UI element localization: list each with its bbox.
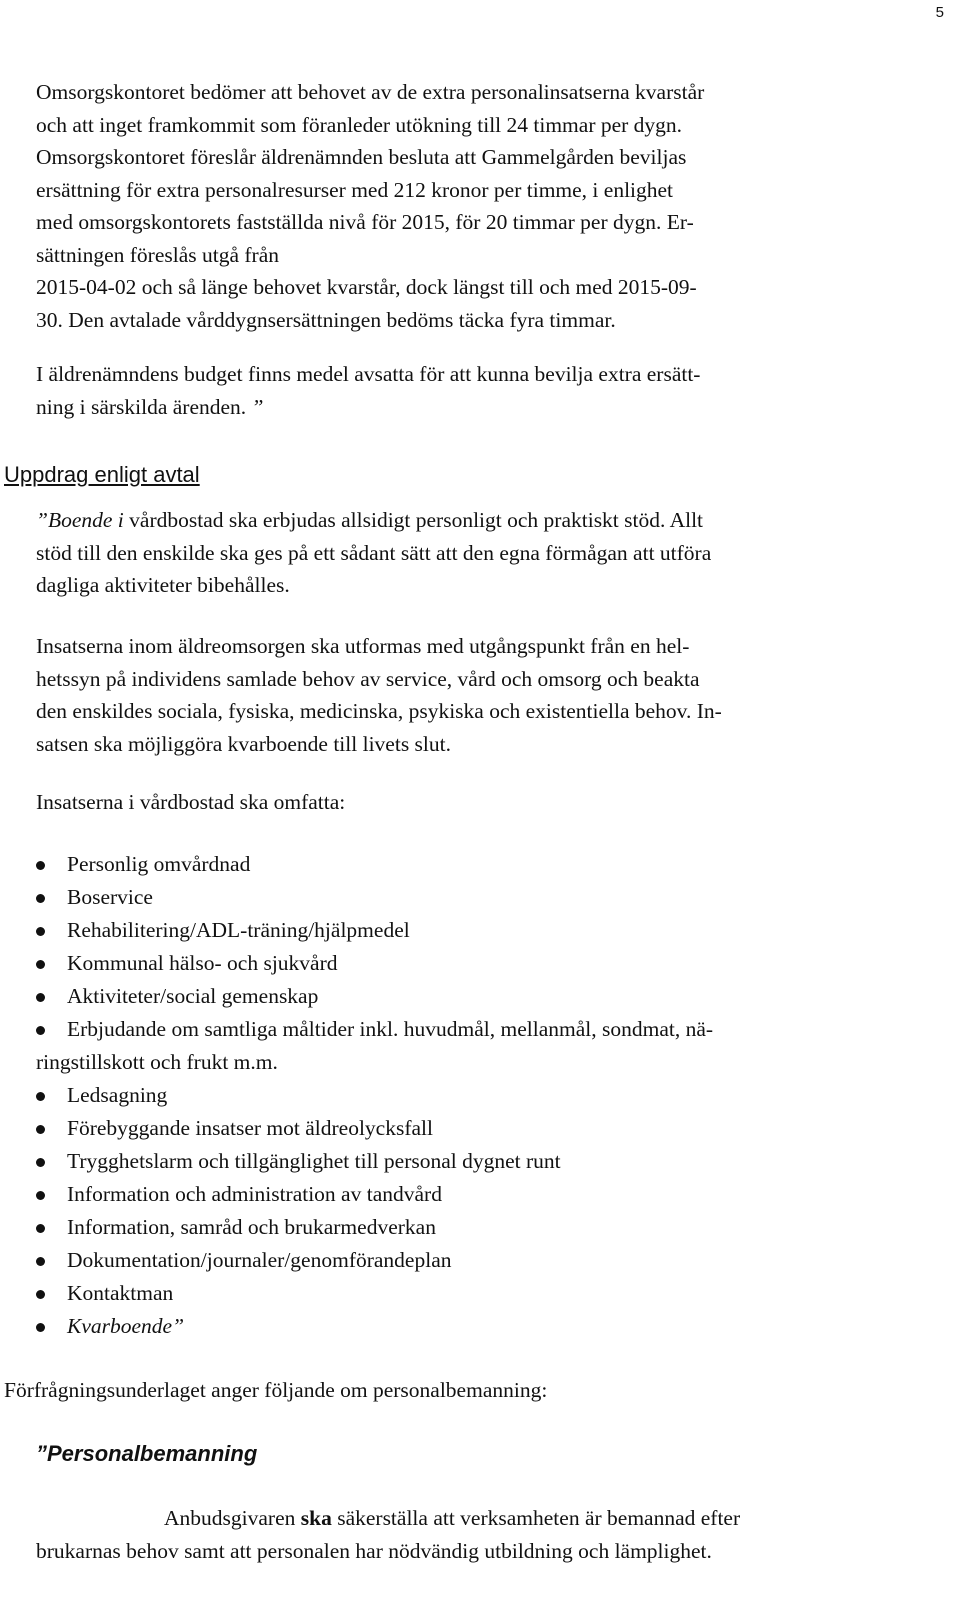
text-line: ”Boende i vårdbostad ska erbjudas allsidigt personligt och praktiskt stöd. Allt (36, 508, 704, 532)
text-line: den enskildes sociala, fysiska, medicinska, psykiska och existentiella behov. In- (36, 699, 722, 723)
list-item: Dokumentation/journaler/genomförandeplan (36, 1244, 936, 1277)
bullet-icon (36, 927, 45, 936)
paragraph-boende (36, 504, 926, 602)
list-item: Trygghetslarm och tillgänglighet till personal dygnet runt (36, 1145, 936, 1178)
bullet-icon (36, 1290, 45, 1299)
text-line: Förfrågningsunderlaget anger följande om personalbemanning: (4, 1378, 548, 1402)
text-line: Anbudsgivaren ska säkerställa att verksamheten är bemannad efter (164, 1506, 741, 1530)
list-item: Information och administration av tandvård (36, 1178, 936, 1211)
list-item: Aktiviteter/social gemenskap (36, 980, 936, 1013)
text-line: 2015-04-02 och så länge behovet kvarstår, dock längst till och med 2015-09- (36, 275, 697, 299)
text-line: Omsorgskontoret bedömer att behovet av de extra personalinsatserna kvarstår (36, 80, 705, 104)
list-item: Kvarboende” (36, 1310, 936, 1343)
paragraph-omfatta (36, 786, 926, 819)
list-item: Erbjudande om samtliga måltider inkl. huvudmål, mellanmål, sondmat, nä- ringstillskott och frukt m.m. (36, 1013, 936, 1079)
text-line: Omsorgskontoret föreslår äldrenämnden besluta att Gammelgården beviljas (36, 145, 687, 169)
text-line: med omsorgskontorets fastställda nivå för 2015, för 20 timmar per dygn. Er- (36, 210, 694, 234)
list-item: Kontaktman (36, 1277, 936, 1310)
list-item: Kommunal hälso- och sjukvård (36, 947, 936, 980)
paragraph-anbudsgivaren (36, 1502, 926, 1567)
text-line: dagliga aktiviteter bibehålles. (36, 573, 290, 597)
text-line: ning i särskilda ärenden. ” (36, 394, 264, 419)
text-line: satsen ska möjliggöra kvarboende till livets slut. (36, 731, 451, 756)
paragraph-forfragning (4, 1374, 894, 1407)
paragraph-insatserna (36, 630, 926, 760)
text-line: sättningen föreslås utgå från (36, 242, 279, 267)
bullet-icon (36, 1026, 45, 1035)
subheading-personalbemanning: ”Personalbemanning (36, 1441, 258, 1466)
list-item: Rehabilitering/ADL-träning/hjälpmedel (36, 914, 936, 947)
text-line: hetssyn på individens samlade behov av service, vård och omsorg och beakta (36, 666, 700, 691)
text-line: 30. Den avtalade vårddygnsersättningen bedöms täcka fyra timmar. (36, 307, 616, 332)
paragraph-decision (36, 76, 926, 336)
bullet-icon (36, 894, 45, 903)
list-item: Förebyggande insatser mot äldreolycksfall (36, 1112, 936, 1145)
list-item: Boservice (36, 881, 936, 914)
bullet-icon (36, 1257, 45, 1266)
bullet-icon (36, 1323, 45, 1332)
bullet-icon (36, 1224, 45, 1233)
text-line: ersättning för extra personalresurser med 212 kronor per timme, i enlighet (36, 177, 674, 202)
bullet-icon (36, 1158, 45, 1167)
paragraph-budget (36, 358, 926, 423)
list-item: Information, samråd och brukarmedverkan (36, 1211, 936, 1244)
bullet-icon (36, 1125, 45, 1134)
bullet-icon (36, 861, 45, 870)
bullet-icon (36, 1092, 45, 1101)
section-heading: Uppdrag enligt avtal (4, 462, 200, 487)
list-item: Personlig omvårdnad (36, 848, 936, 881)
text-line: Insatserna inom äldreomsorgen ska utformas med utgångspunkt från en hel- (36, 634, 690, 658)
bullet-icon (36, 1191, 45, 1200)
text-line: stöd till den enskilde ska ges på ett sådant sätt att den egna förmågan att utföra (36, 540, 712, 565)
text-line: och att inget framkommit som föranleder utökning till 24 timmar per dygn. (36, 112, 683, 137)
text-line: I äldrenämndens budget finns medel avsatta för att kunna bevilja extra ersätt- (36, 362, 701, 386)
service-list (36, 848, 936, 1343)
page-number: 5 (935, 4, 944, 21)
bullet-icon (36, 960, 45, 969)
text-line: brukarnas behov samt att personalen har nödvändig utbildning och lämplighet. (36, 1538, 712, 1563)
list-item-continuation: ringstillskott och frukt m.m. (36, 1050, 278, 1074)
text-line: Insatserna i vårdbostad ska omfatta: (36, 790, 346, 814)
bullet-icon (36, 993, 45, 1002)
list-item: Ledsagning (36, 1079, 936, 1112)
